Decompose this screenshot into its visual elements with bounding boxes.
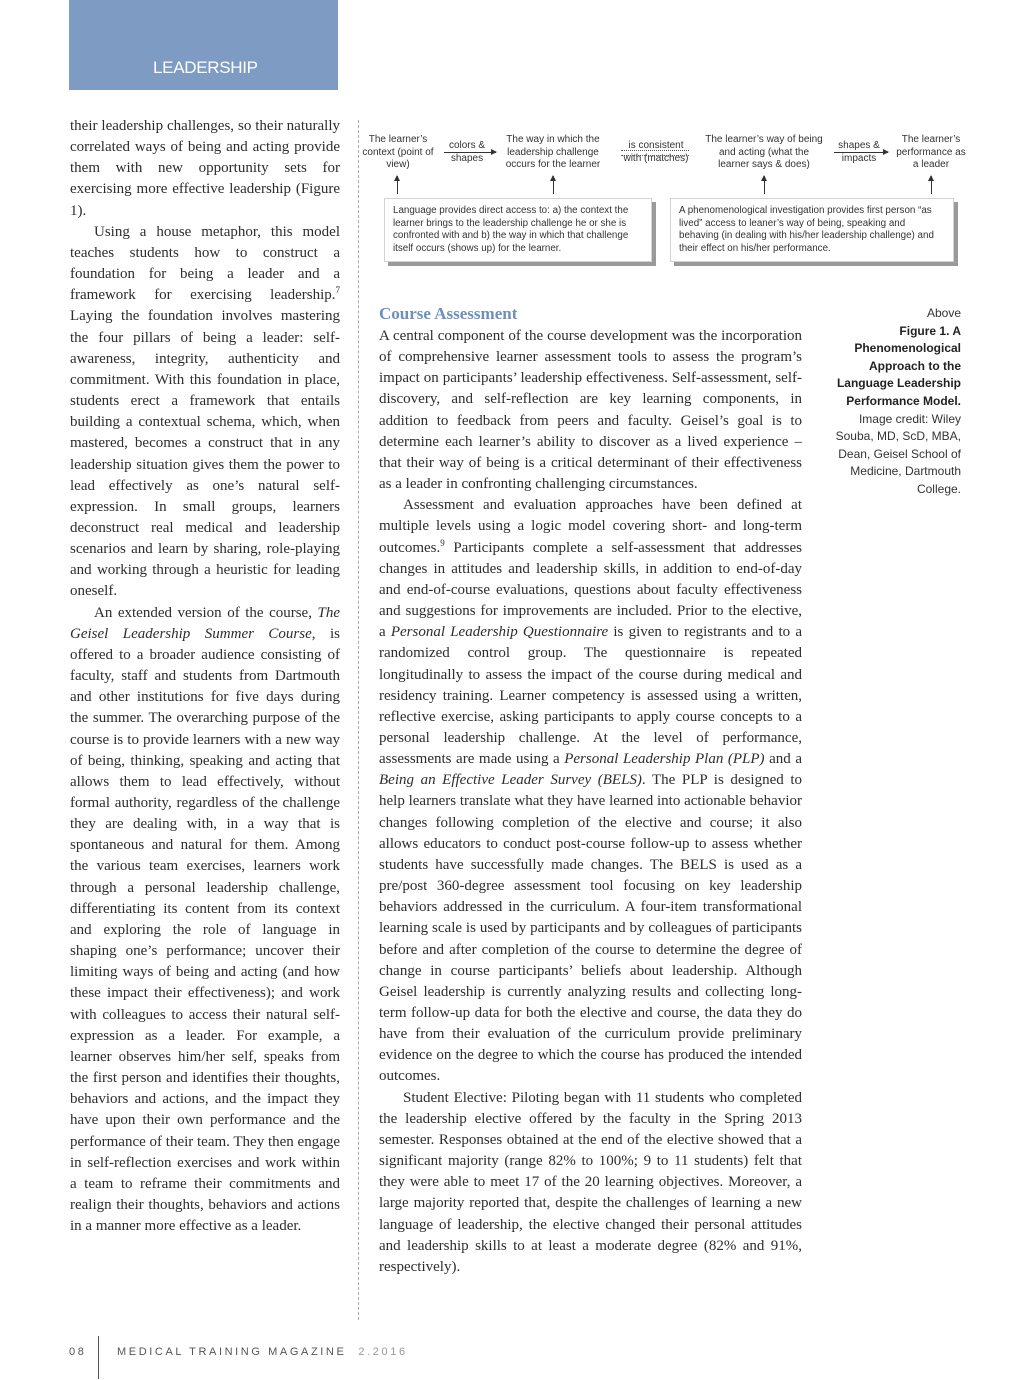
diagram-box-phenomenological: A phenomenological investigation provides first person “as lived” access to leaner’s way of being, speaking and behaving (in dealing with his/her leadership challenge) and their effect on his/her performance. — [670, 198, 954, 262]
arrow-up-icon — [397, 176, 398, 194]
page-number: 08 — [69, 1346, 87, 1358]
section-tab-label: LEADERSHIP — [153, 58, 258, 77]
column-left — [70, 116, 340, 1237]
paragraph: Student Elective: Piloting began with 11 students who completed the leadership elective offered by the faculty in the Spring 2013 semester. Responses obtained at the end of the elective showed that a significant majority (range 82% to 100%; 9 to 11 students) felt that they were able to meet 17 of the 20 learning objectives. Moreover, a large majority reported that, despite the challenges of learning a new language of leadership, the elective changed their personal attitudes and leadership skills to at least a moderate degree (82% and 91%, respectively). — [379, 1089, 802, 1275]
caption-title: Figure 1. A Phenomenological Approach to the Language Leadership Performance Model. — [836, 323, 961, 408]
arrow-up-icon — [764, 176, 765, 194]
paragraph: A central component of the course development was the incorporation of comprehensive learner assessment tools to assess the program’s impact on participants’ leadership effectiveness. Self-assessment, self-discovery, and self-reflection are key learning components, in addition to feedback from peers and faculty. Geisel’s goal is to determine each learner’s ability to discover as a lived experience – that their way of being is a critical determinant of their effectiveness as a leader in confronting challenging circumstances. — [379, 328, 802, 493]
column-divider — [358, 120, 359, 1320]
arrow-up-icon — [553, 176, 554, 194]
arrow-right-icon — [444, 152, 496, 153]
diagram-box-language: Language provides direct access to: a) the context the learner brings to the leadership challenge he or she is confronted with and b) the way in which that challenge itself occurs (shows up) for the learner. — [384, 198, 652, 262]
diagram-node-way-of-being: The learner’s way of being and acting (what the learner says & does) — [705, 134, 823, 170]
arrow-up-icon — [931, 176, 932, 194]
caption-position: Above — [926, 306, 961, 320]
equals-icon — [621, 150, 689, 156]
paragraph: An extended version of the course, The Geisel Leadership Summer Course, is offered to a broader audience consisting of faculty, staff and students from Dartmouth and other institutions for five days during the summer. The overarching purpose of the course is to provide learners with a new way of being, thinking, speaking and acting that allows them to lead effectively, without formal authority, regardless of the challenge they are dealing with, in a way that is spontaneous and natural for them. Among the various team exercises, learners work through a personal leadership challenge, differentiating its content from its context and exploring the role of language in shaping one’s performance; uncover their limiting ways of being and acting (and how these impact their effectiveness); and work with colleagues to access their natural self-expression as a leader. For example, a learner observes him/her self, speaks from the first person and identifies their thoughts, behaviors and actions, and the impact they have upon their own performance and the performance of their team. They then engage in self-reflection exercises and work within a team to reframe their commitments and realign their thoughts, behaviors and actions in a manner more effective as a leader. — [70, 604, 341, 1235]
diagram-node-context: The learner’s context (point of view) — [362, 134, 434, 170]
section-tab — [69, 0, 338, 90]
figure-caption — [820, 305, 961, 499]
column-right — [379, 326, 802, 1278]
issue-date: 2.2016 — [358, 1346, 408, 1358]
caption-credit: Image credit: Wiley Souba, MD, ScD, MBA, Dean, Geisel School of Medicine, Dartmouth College. — [835, 411, 961, 496]
paragraph: Using a house metaphor, this model teaches students how to construct a foundation for being a leader and a framework for exercising leadership.$^7$ Laying the foundation involves mastering the four pillars of being a leader: self-awareness, integrity, authenticity and commitment. With this foundation in place, students erect a framework that entails building a contextual schema, which, when mastered, becomes a construct that in any leadership situation gives them the power to lead effectively as one’s natural self-expression. In small groups, learners deconstruct real medical and leadership scenarios and learn by sharing, role-playing and working through a heuristic for leading oneself. — [70, 223, 340, 600]
diagram-node-performance: The learner’s performance as a leader — [896, 134, 966, 170]
paragraph: their leadership challenges, so their naturally correlated ways of being and acting provide them with new opportunity sets for exercising more effective leadership (Figure 1). — [70, 118, 340, 219]
diagram-link-consistent: is consistent with (matches) — [623, 140, 689, 164]
arrow-right-icon — [834, 152, 888, 153]
diagram-link-colors-shapes: colors & shapes — [448, 140, 486, 164]
footer-divider — [98, 1336, 99, 1379]
paragraph: Assessment and evaluation approaches have been defined at multiple levels using a logic model covering short- and long-term outcomes.$^9$ Participants complete a self-assessment that addresses changes in attitudes and leadership skills, in addition to end-of-day and end-of-course evaluations, questions about faculty effectiveness and suggestions for improvements are included. Prior to the elective, a Personal Leadership Questionnaire is given to registrants and to a randomized control group. The questionnaire is repeated longitudinally to assess the impact of the course during medical and residency training. Learner competency is assessed using a written, reflective exercise, asking participants to apply course concepts to a personal leadership challenge. At the level of performance, assessments are made using a Personal Leadership Plan (PLP) and a Being an Effective Leader Survey (BELS). The PLP is designed to help learners translate what they have learned into actionable behavior changes following completion of the elective and course; it also allows educators to conduct post-course follow-up to assess whether students have successfully made changes. The BELS is used as a pre/post 360-degree assessment tool focusing on key leadership behaviors addressed in the curriculum. A four-item transformational learning scale is used by participants and by colleagues of participants before and after completion of the course to determine the degree of change in course participants’ beliefs about leadership. Although Geisel leadership is currently analyzing results and collecting long-term follow-up data for both the elective and course, the data they do have from their evaluation of the curriculum provide preliminary evidence on the degree to which the course has produced the intended outcomes. — [379, 497, 802, 1085]
magazine-title: MEDICAL TRAINING MAGAZINE 2.2016 — [117, 1346, 408, 1358]
diagram-link-shapes-impacts: shapes & impacts — [838, 140, 880, 164]
section-heading: Course Assessment — [379, 304, 518, 323]
diagram-node-occurs: The way in which the leadership challenge occurs for the learner — [505, 134, 601, 170]
